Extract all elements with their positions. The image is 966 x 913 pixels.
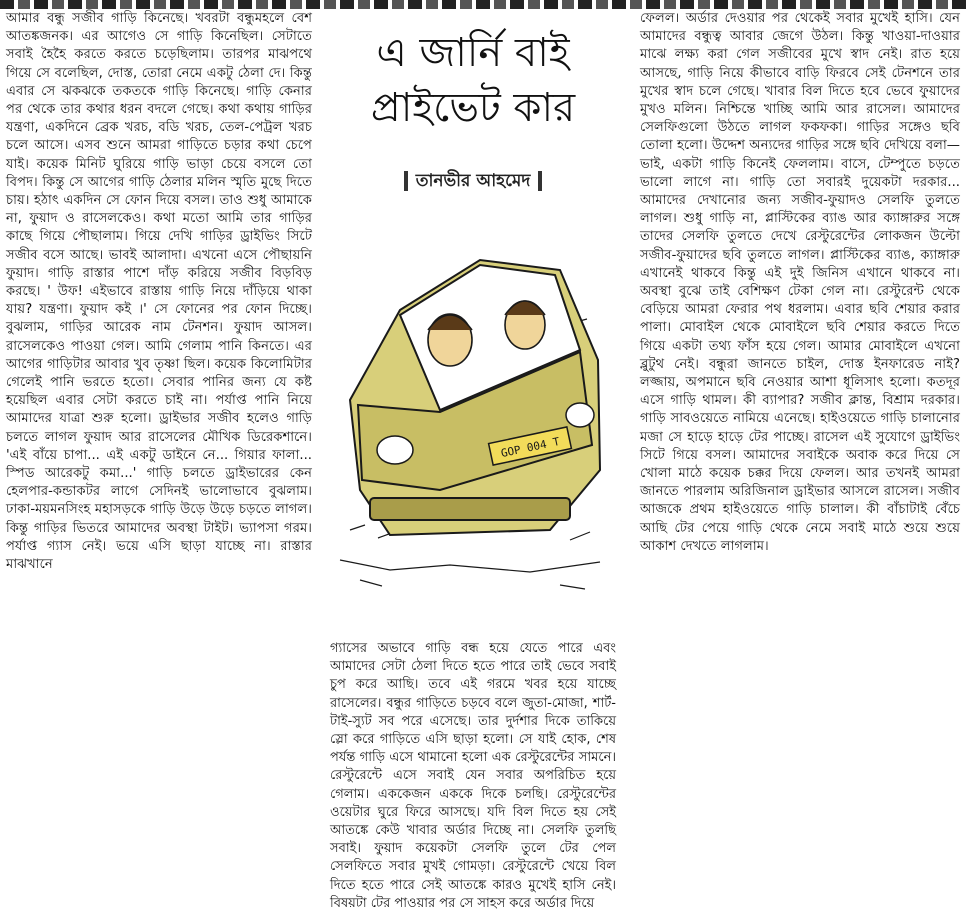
article-headline bbox=[330, 26, 616, 136]
headline-line-1: এ জার্নি বাই bbox=[376, 30, 570, 76]
article-column-middle bbox=[330, 640, 616, 911]
car-body bbox=[350, 260, 600, 535]
author-name: তানভীর আহমেদ bbox=[415, 171, 531, 191]
headline-line-2: প্রাইভেট কার bbox=[370, 85, 576, 131]
article-column-right bbox=[640, 10, 960, 795]
byline-bar-left bbox=[404, 171, 408, 191]
article-text-left: আমার বন্ধু সজীব গাড়ি কিনেছে। খবরটা বন্ধুমহলে বেশ আতঙ্কজনক। এর আগেও সে গাড়ি কিনেছিল। সেটাতে সবাই হৈহৈ করতে করতে চড়েছিলাম। তারপর মাঝপথে গিয়ে সে বলেছিল, দোস্ত, তোরা নেমে একটু ঠেলা দে। কিন্তু এবার সে ঝকঝকে তকতকে গাড়ি কিনেছে। গাড়ি কেনার পর থেকে তার কথার ধরন বদলে গেছে। কথা কথায় গাড়ির যন্ত্রণা, একদিনে ব্রেক খরচ, বডি খরচ, তেল-পেট্রল খরচ চলে আসে। এসব শুনে আমরা গাড়িতে চড়ার কথা চেপে যাই। কয়েক মিনিট ঘুরিয়ে গাড়ি ভাড়া চেয়ে বসলে তো বিপদ। কিন্তু সে আগের গাড়ি ঠেলার মলিন স্মৃতি মুছে দিতে চায়। হঠাৎ একদিন সে ফোন দিয়ে বসল। তাও শুধু আমাকে না, ফুয়াদ ও রাসেলকেও। কথা মতো আমি তার গাড়ির কাছে গিয়ে পৌছালাম। গিয়ে দেখি গাড়ির ড্রাইভিং সিটে সজীব বসে আছে। ভাবই আলাদা। এখনো এসে পৌছায়নি ফুয়াদ। গাড়ি রাস্তার পাশে দাঁড় করিয়ে সজীব বিড়বিড় করছে। ' উফ! এইভাবে রাস্তায় গাড়ি নিয়ে দাঁড়িয়ে থাকা যায়? যন্ত্রণা। ফুয়াদ কই ।' সে ফোনের পর ফোন দিচ্ছে। বুঝলাম, গাড়ির আরেক নাম টেনশন। ফুয়াদ আসল। রাসেলকেও পাওয়া গেল। আমি গেলাম পানি কিনতে। এর আগের গাড়িটার আবার খুব তৃষ্ণা ছিল। কয়েক কিলোমিটার গেলেই পানি ভরতে হতো। সেবার পানির জন্য যে কষ্ট হয়েছিল এবার সেটা করতে চাই না। পর্যাপ্ত পানি নিয়ে আমাদের যাত্রা শুরু হলো। ড্রাইভার সজীব হলেও গাড়ি চলতে লাগল ফুয়াদ আর রাসেলের মৌখিক ডিরেকশানে। 'এই বাঁয়ে চাপা... এই একটু ডাইনে নে... গিয়ার ফালা... স্পিড আরেকটু কমা...' গাড়ি চলতে ড্রাইভারের কেন হেলপার-কন্ডাকটর লাগে সেদিনই ভালোভাবে বুঝলাম। ঢাকা-ময়মনসিংহ মহাসড়কে গাড়ি উড়ে উড়ে চড়তে লাগল। কিন্তু গাড়ির ভিতরে আমাদের অবস্থা টাইট। ভ্যাপসা গরম। পর্যাপ্ত গ্যাস নেই। ভয়ে এসি ছাড়া যাচ্ছে না। রাস্তার মাঝখানে bbox=[6, 11, 312, 573]
article-column-left bbox=[6, 10, 312, 795]
car-illustration bbox=[330, 200, 616, 635]
byline-bar-right bbox=[538, 171, 542, 191]
plate-text: GOP 004 T bbox=[499, 434, 561, 461]
author-byline bbox=[330, 168, 616, 196]
article-text-right: ফেলল। অর্ডার দেওয়ার পর থেকেই সবার মুখেই হাসি। যেন আমাদের বন্ধুত্ব আবার জেগে উঠল। কিন্তু খাওয়া-দাওয়ার মাঝে লক্ষ্য করা গেল সজীবের মুখে স্বাদ নেই। রাত হয়ে আসছে, গাড়ি নিয়ে কীভাবে বাড়ি ফিরবে সেই টেনশনে তার মুখের স্বাদ চলে গেছে। খাবার বিল দিতে হবে ভেবে ফুয়াদের মুখও মলিন। নিশ্চিন্তে খাচ্ছি আমি আর রাসেল। আমাদের সেলফিগুলো উঠতে লাগল ফকফকা। গাড়ির সঙ্গেও ছবি তোলা হলো। উদ্দেশ অন্যদের গাড়ির সঙ্গে ছবি দেখিয়ে বলা— ভাই, একটা গাড়ি কিনেই ফেললাম। বাসে, টেম্পুতে চড়তে ভালো লাগে না। গাড়ি তো সবারই দুয়েকটা দরকার... আমাদের দেখানোর জন্য সজীব-ফুয়াদও সেলফি তুলতে লাগল। শুধু গাড়ি না, প্লাস্টিকের ব্যাঙ আর ক্যাঙ্গারুর সঙ্গে তাদের সেলফি তুলতে দেখে রেস্টুরেন্টের লোকজন উল্টো সজীব-ফুয়াদের ছবি তুলতে লাগল। প্লাস্টিকের ব্যাঙ, ক্যাঙ্গারু এখানেই থাকবে কিন্তু এই দুই জিনিস এখানে থাকবে না। অবস্থা বুঝে তাই বেশিক্ষণ টেকা গেল না। রেস্টুরেন্ট থেকে বেড়িয়ে আমরা ফেরার পথ ধরলাম। এবার ছবি শেয়ার করার পালা। মোবাইল থেকে মোবাইলে ছবি শেয়ার করতে দিতে গিয়ে একটা তথ্য ফাঁস হয়ে গেল। আমার মোবাইলে এখনো ব্লুটুথ নেই। বন্ধুরা জানতে চাইল, দোস্ত ইনফারেড নাই? লজ্জায়, অপমানে ছবি নেওয়ার আশা ধূলিসাৎ হলো। কতদূর এসে গাড়ি থামল। কী ব্যাপার? সজীব ক্লান্ত, বিশ্রাম দরকার। গাড়ি সাবওয়েতে নামিয়ে এনেছে। হাইওয়েতে গাড়ি চালানোর মজা সে হাড়ে হাড়ে টের পাচ্ছে। রাসেল এই সুযোগে ড্রাইভিং সিটে গিয়ে বসল। আমাদের সবাইকে অবাক করে দিয়ে সে খোলা মাঠে কয়েক চক্কর দিয়ে ফেলল। আর তখনই আমরা জানতে পারলাম অরিজিনাল ড্রাইভার আসলে রাসেল। সজীব আজকে প্রথম হাইওয়েতে গাড়ি চালাল। কী বাঁচাটাই বেঁচে আছি টের পেয়ে গাড়ি থেকে নেমে সবাই মাঠে শুয়ে শুয়ে আকাশ দেখতে লাগলাম। bbox=[640, 11, 960, 554]
article-text-middle: গ্যাসের অভাবে গাড়ি বন্ধ হয়ে যেতে পারে এবং আমাদের সেটা ঠেলা দিতে হতে পারে তাই ভেবে সবাই চুপ করে আছি। তবে এই গরমে খবর হয়ে যাচ্ছে রাসেলের। বন্ধুর গাড়িতে চড়বে বলে জুতা-মোজা, শার্ট-টাই-স্যুট সব পরে এসেছে। তার দুর্দশার দিকে তাকিয়ে স্লো করে গাড়িতে এসি ছাড়া হলো। সে যাই হোক, শেষ পর্যন্ত গাড়ি এসে থামানো হলো এক রেস্টুরেন্টের সামনে। রেস্টুরেন্টে এসে সবাই যেন সবার অপরিচিত হয়ে গেলাম। এককেজন এককে দিকে চলছি। রেস্টুরেন্টের ওয়েটার ঘুরে ফিরে আসছে। যদি বিল দিতে হয় সেই আতঙ্কে কেউ খাবার অর্ডার দিচ্ছে না। সেলফি তুলছি সবাই। ফুয়াদ কয়েকটা সেলফি তুলে টের পেল সেলফিতে সবার মুখই গোমড়া। রেস্টুরেন্টে খেয়ে বিল দিতে হতে পারে সেই আতঙ্কে কারও মুখেই হাসি নেই। বিষয়টা টের পাওয়ার পর সে সাহস করে অর্ডার দিয়ে bbox=[330, 641, 616, 911]
top-decorative-border bbox=[0, 0, 966, 9]
